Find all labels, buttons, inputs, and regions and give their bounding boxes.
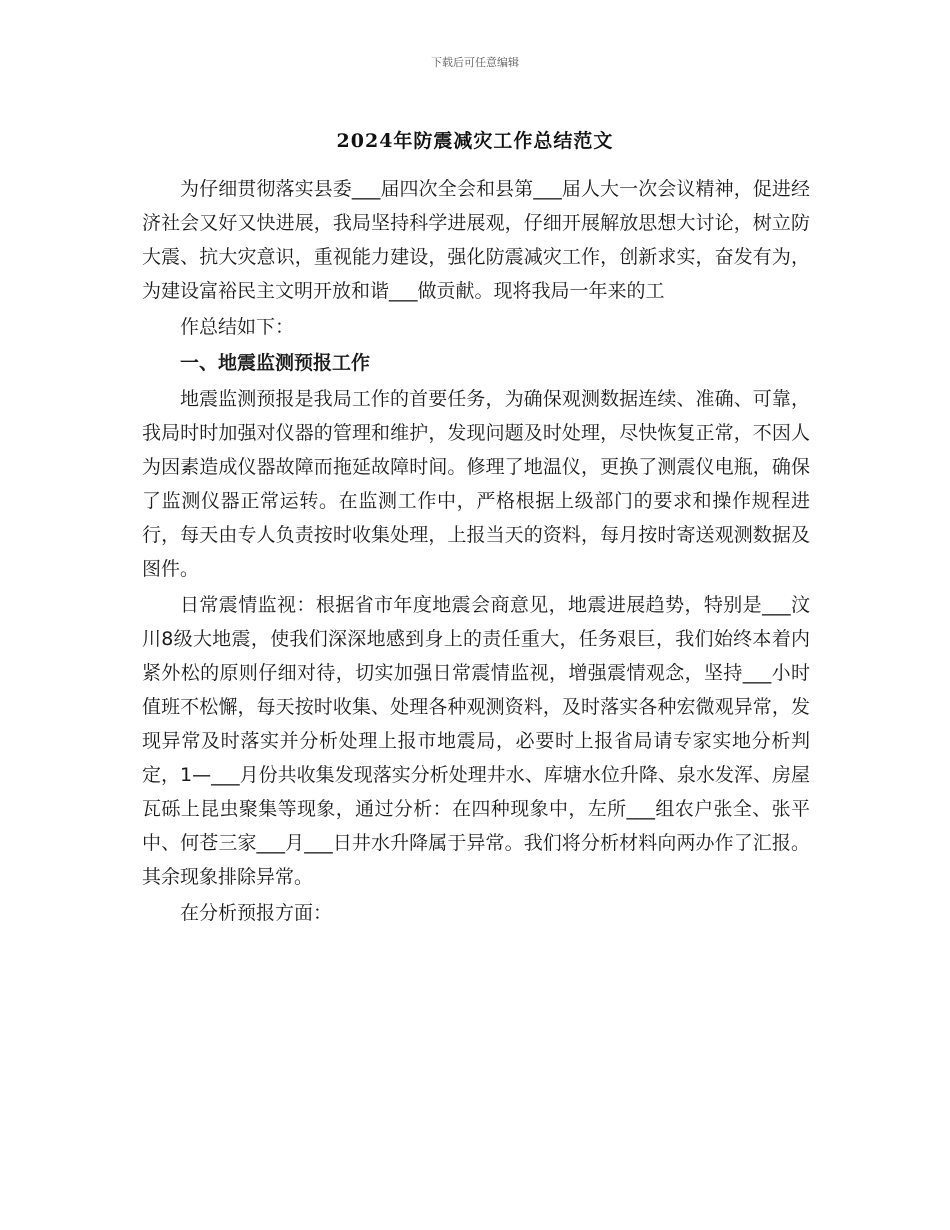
document-title: 2024年防震减灾工作总结范文 <box>336 130 614 152</box>
paragraph-monitoring: 地震监测预报是我局工作的首要任务，为确保观测数据连续、准确、可靠，我局时时加强对仪器的管理和维护，发现问题及时处理，尽快恢复正常，不因人为因素造成仪器故障而拖延故障时间。修理了地温仪，更换了测震仪电瓶，确保了监测仪器正常运转。在监测工作中，严格根据上级部门的要求和操作规程进行，每天由专人负责按时收集处理，上报当天的资料，每月按时寄送观测数据及图件。 <box>142 388 810 580</box>
paragraph-daily-surveillance: 日常震情监视：根据省市年度地震会商意见，地震进展趋势，特别是___汶川8级大地震，使我们深深地感到身上的责任重大，任务艰巨，我们始终本着内紧外松的原则仔细对待，切实加强日常震情监视，增强震情观念，坚持___小时值班不松懈，每天按时收集、处理各种观测资料，及时落实各种宏微观异常，发现异常及时落实并分析处理上报市地震局，必要时上报省局请专家实地分析判定，1—___月份共收集发现落实分析处理井水、库塘水位升降、泉水发浑、房屋瓦砾上昆虫聚集等现象，通过分析：在四种现象中，左所___组农户张全、张平中、何苍三家___月___日井水升降属于异常。我们将分析材料向两办作了汇报。其余现象排除异常。 <box>142 594 810 888</box>
paragraph-intro-continued: 作总结如下： <box>180 316 295 338</box>
section-heading-monitoring: 一、地震监测预报工作 <box>180 352 371 374</box>
paragraph-analysis-forecast: 在分析预报方面： <box>180 902 333 924</box>
header-note: 下载后可任意编辑 <box>431 56 519 69</box>
paragraph-intro: 为仔细贯彻落实县委___届四次全会和县第___届人大一次会议精神，促进经济社会又好又快进展，我局坚持科学进展观，仔细开展解放思想大讨论，树立防大震、抗大灾意识，重视能力建设，强化防震减灾工作，创新求实，奋发有为，为建设富裕民主文明开放和谐___做贡献。现将我局一年来的工 <box>142 178 810 302</box>
document-body <box>142 172 810 932</box>
